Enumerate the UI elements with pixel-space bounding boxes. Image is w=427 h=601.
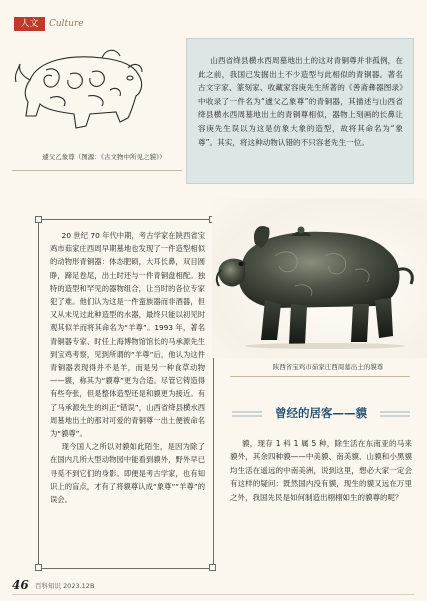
section-title: 曾经的居客——貘 [262,401,380,425]
page-number: 46 [12,578,29,592]
footer-divider [12,594,414,595]
main-article-text [50,229,205,506]
intro-paragraph: 山西省绛县横水西周墓地出土的这对青铜尊并非孤例，在此之前，我国已发掘出土不少造型与此相似的青铜器。著名古文字家、篆刻家、收藏家容庚先生所著的《善斋彝器图录》中收录了一件名为“遽父乙象尊”的青铜器，其描述与山西省绛县横水西周墓地出土的青铜尊相似，器物上刻画的长鼻让容庚先生误以为这是仿象大象的造型，故将其命名为“象尊”。其实，将这种动物认错的不只容老先生一位。 [198,56,403,147]
main-paragraph-2: 现今国人之所以对貘如此陌生，是因为除了在国内几所大型动物园中能看到貘外，野外早已寻觅不到它们的身影。即便是考古学家，也有知识上的盲点，才有了将貘尊认成“象尊”“羊尊”的误会。 [50,442,205,505]
main-paragraph-1: 20 世纪 70 年代中期，考古学家在陕西省宝鸡市茹家庄西周早期墓地也发现了一件造型相似的动物形青铜器：体态肥硕，大耳长鼻，双目圆睁，蹄足卷尾，出土时还与一件青铜盘相配。独特的造型和罕见的器物组合，让当时的各位专家犯了难。他们认为这是一件蛮族器而非酒器，但又从未见过此种造型的水器，最终只能以初见时观其似羊而将其命名为“羊尊”。1993 年，著名青铜器专家、时任上海博物馆馆长的马承源先生到宝鸡考察，见到所谓的“羊尊”后，他认为这件青铜器表现得并不是羊，而是另一种食草动物——貘，称其为“貘尊”更为合适。尽管它铸造得有些夸张，但是整体造型还是和貘更为接近。有了马承源先生的纠正“错误”，山西省绛县横水西周墓地出土的那对可爱的青铜尊一出土便被命名为“貘尊”。 [50,231,205,439]
bronze-tapir-zun-photo [215,200,423,350]
section-tag: 人文 [14,17,45,31]
section-paragraph: 貘，现存 1 科 1 属 5 种，除生活在东南亚的马来貘外，其余四种貘——中美貘、南美貘、山貘和小黑貘均生活在遥远的中南美洲，说到这里，想必大家一定会有这样的疑问：既然国内没有貘，现生的貘又远在万里之外，我国先民是如何制造出栩栩如生的貘尊的呢？ [230,439,412,502]
zun-sketch-image [10,40,160,140]
photo-caption-divider [230,376,410,377]
section-tag-english: Culture [49,19,84,29]
box-corner-br [209,564,216,571]
box-corner-bl [35,564,42,571]
magazine-info: 百科知识 2023.12B [35,582,95,590]
sketch-caption: 遽父乙象尊（图源：《古文物中所见之貘》） [42,153,166,161]
photo-caption: 陕西省宝鸡市茹家庄西周墓出土的貘尊 [272,363,384,371]
caption-divider [12,170,182,171]
box-corner-tl [35,216,42,223]
